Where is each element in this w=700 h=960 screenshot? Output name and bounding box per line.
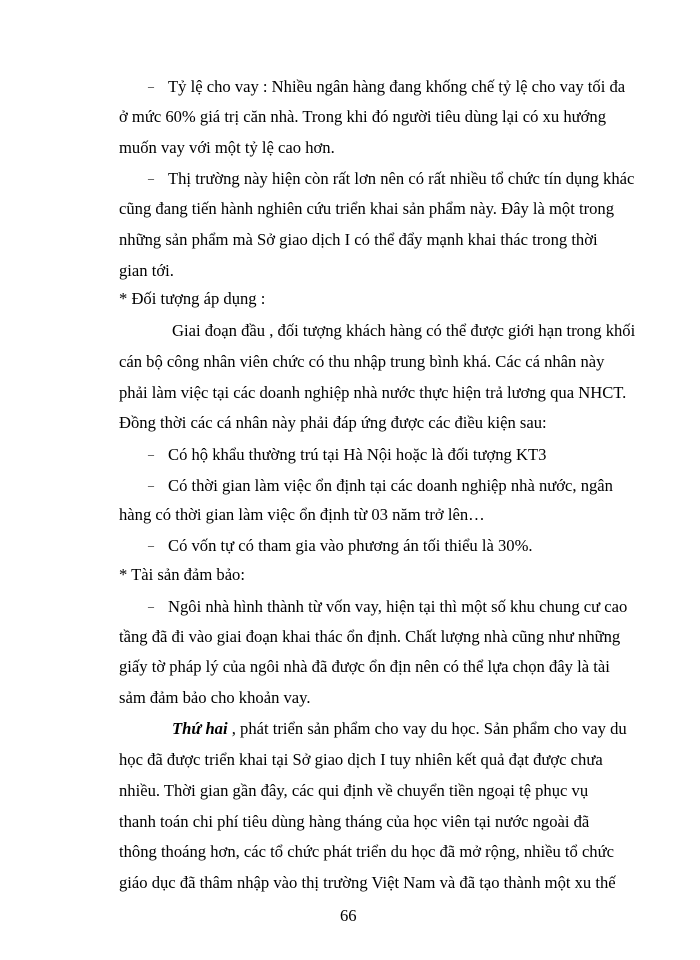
text-line: gian tới. (119, 261, 174, 280)
text-line: Thị trường này hiện còn rất lơn nên có rất nhiều tổ chức tín dụng khác (168, 169, 635, 188)
text-line: , phát triển sản phẩm cho vay du học. Sản phẩm cho vay du (227, 719, 627, 738)
text-line: Có thời gian làm việc ổn định tại các doanh nghiệp nhà nước, ngân (168, 476, 613, 495)
text-line: tầng đã đi vào giai đoạn khai thác ổn định. Chất lượng nhà cũng như những (119, 627, 621, 646)
bullet-loan-ratio (148, 76, 625, 97)
paragraph-second-product (172, 719, 627, 739)
text-line: Có hộ khẩu thường trú tại Hà Nội hoặc là đối tượng KT3 (168, 445, 547, 464)
bullet-dash-icon: – (148, 447, 154, 461)
text-line: sảm đảm bảo cho khoản vay. (119, 688, 311, 707)
text-line: hàng có thời gian làm việc ổn định từ 03 năm trở lên… (119, 505, 485, 524)
text-line: học đã được triển khai tại Sở giao dịch I tuy nhiên kết quả đạt được chưa (119, 750, 603, 769)
text-line: Có vốn tự có tham gia vào phương án tối thiểu là 30%. (168, 536, 533, 555)
text-line: giáo dục đã thâm nhập vào thị trường Việt Nam và đã tạo thành một xu thế (119, 873, 616, 892)
bullet-employment (148, 475, 613, 496)
bullet-market (148, 168, 634, 189)
text-line: ở mức 60% giá trị căn nhà. Trong khi đó người tiêu dùng lại có xu hướng (119, 107, 606, 126)
heading-collateral: * Tài sản đảm bảo: (119, 565, 245, 584)
text-line: Ngôi nhà hình thành từ vốn vay, hiện tại thì một số khu chung cư cao (168, 597, 628, 616)
text-line: cũng đang tiến hành nghiên cứu triển khai sản phẩm này. Đây là một trong (119, 199, 615, 218)
bullet-equity (148, 535, 533, 556)
bullet-residence (148, 444, 546, 465)
bullet-dash-icon: – (148, 478, 154, 492)
text-line: thông thoáng hơn, các tổ chức phát triển du học đã mở rộng, nhiều tổ chức (119, 842, 614, 861)
text-line: Đồng thời các cá nhân này phải đáp ứng được các điều kiện sau: (119, 413, 547, 432)
text-line: thanh toán chi phí tiêu dùng hàng tháng của học viên tại nước ngoài đã (119, 812, 590, 831)
text-line: giấy tờ pháp lý của ngôi nhà đã được ổn địn nên có thể lựa chọn đây là tài (119, 657, 610, 676)
text-line: cán bộ công nhân viên chức có thu nhập trung bình khá. Các cá nhân này (119, 352, 605, 371)
bullet-dash-icon: – (148, 538, 154, 552)
text-line: muốn vay với một tỷ lệ cao hơn. (119, 138, 335, 157)
heading-target-audience: * Đối tượng áp dụng : (119, 289, 266, 308)
bullet-dash-icon: – (148, 79, 154, 93)
bullet-collateral-house (148, 596, 627, 617)
text-line: Giai đoạn đầu , đối tượng khách hàng có thể được giới hạn trong khối (172, 321, 636, 340)
emphasis-label: Thứ hai (172, 719, 228, 738)
page-number: 66 (340, 906, 357, 925)
bullet-dash-icon: – (148, 171, 154, 185)
text-line: những sản phẩm mà Sở giao dịch I có thể đẩy mạnh khai thác trong thời (119, 230, 598, 249)
text-line: Tỷ lệ cho vay : Nhiều ngân hàng đang khống chế tỷ lệ cho vay tối đa (168, 77, 626, 96)
text-line: nhiều. Thời gian gần đây, các qui định về chuyển tiền ngoại tệ phục vụ (119, 781, 589, 800)
bullet-dash-icon: – (148, 599, 154, 613)
text-line: phải làm việc tại các doanh nghiệp nhà nước thực hiện trả lương qua NHCT. (119, 383, 627, 402)
